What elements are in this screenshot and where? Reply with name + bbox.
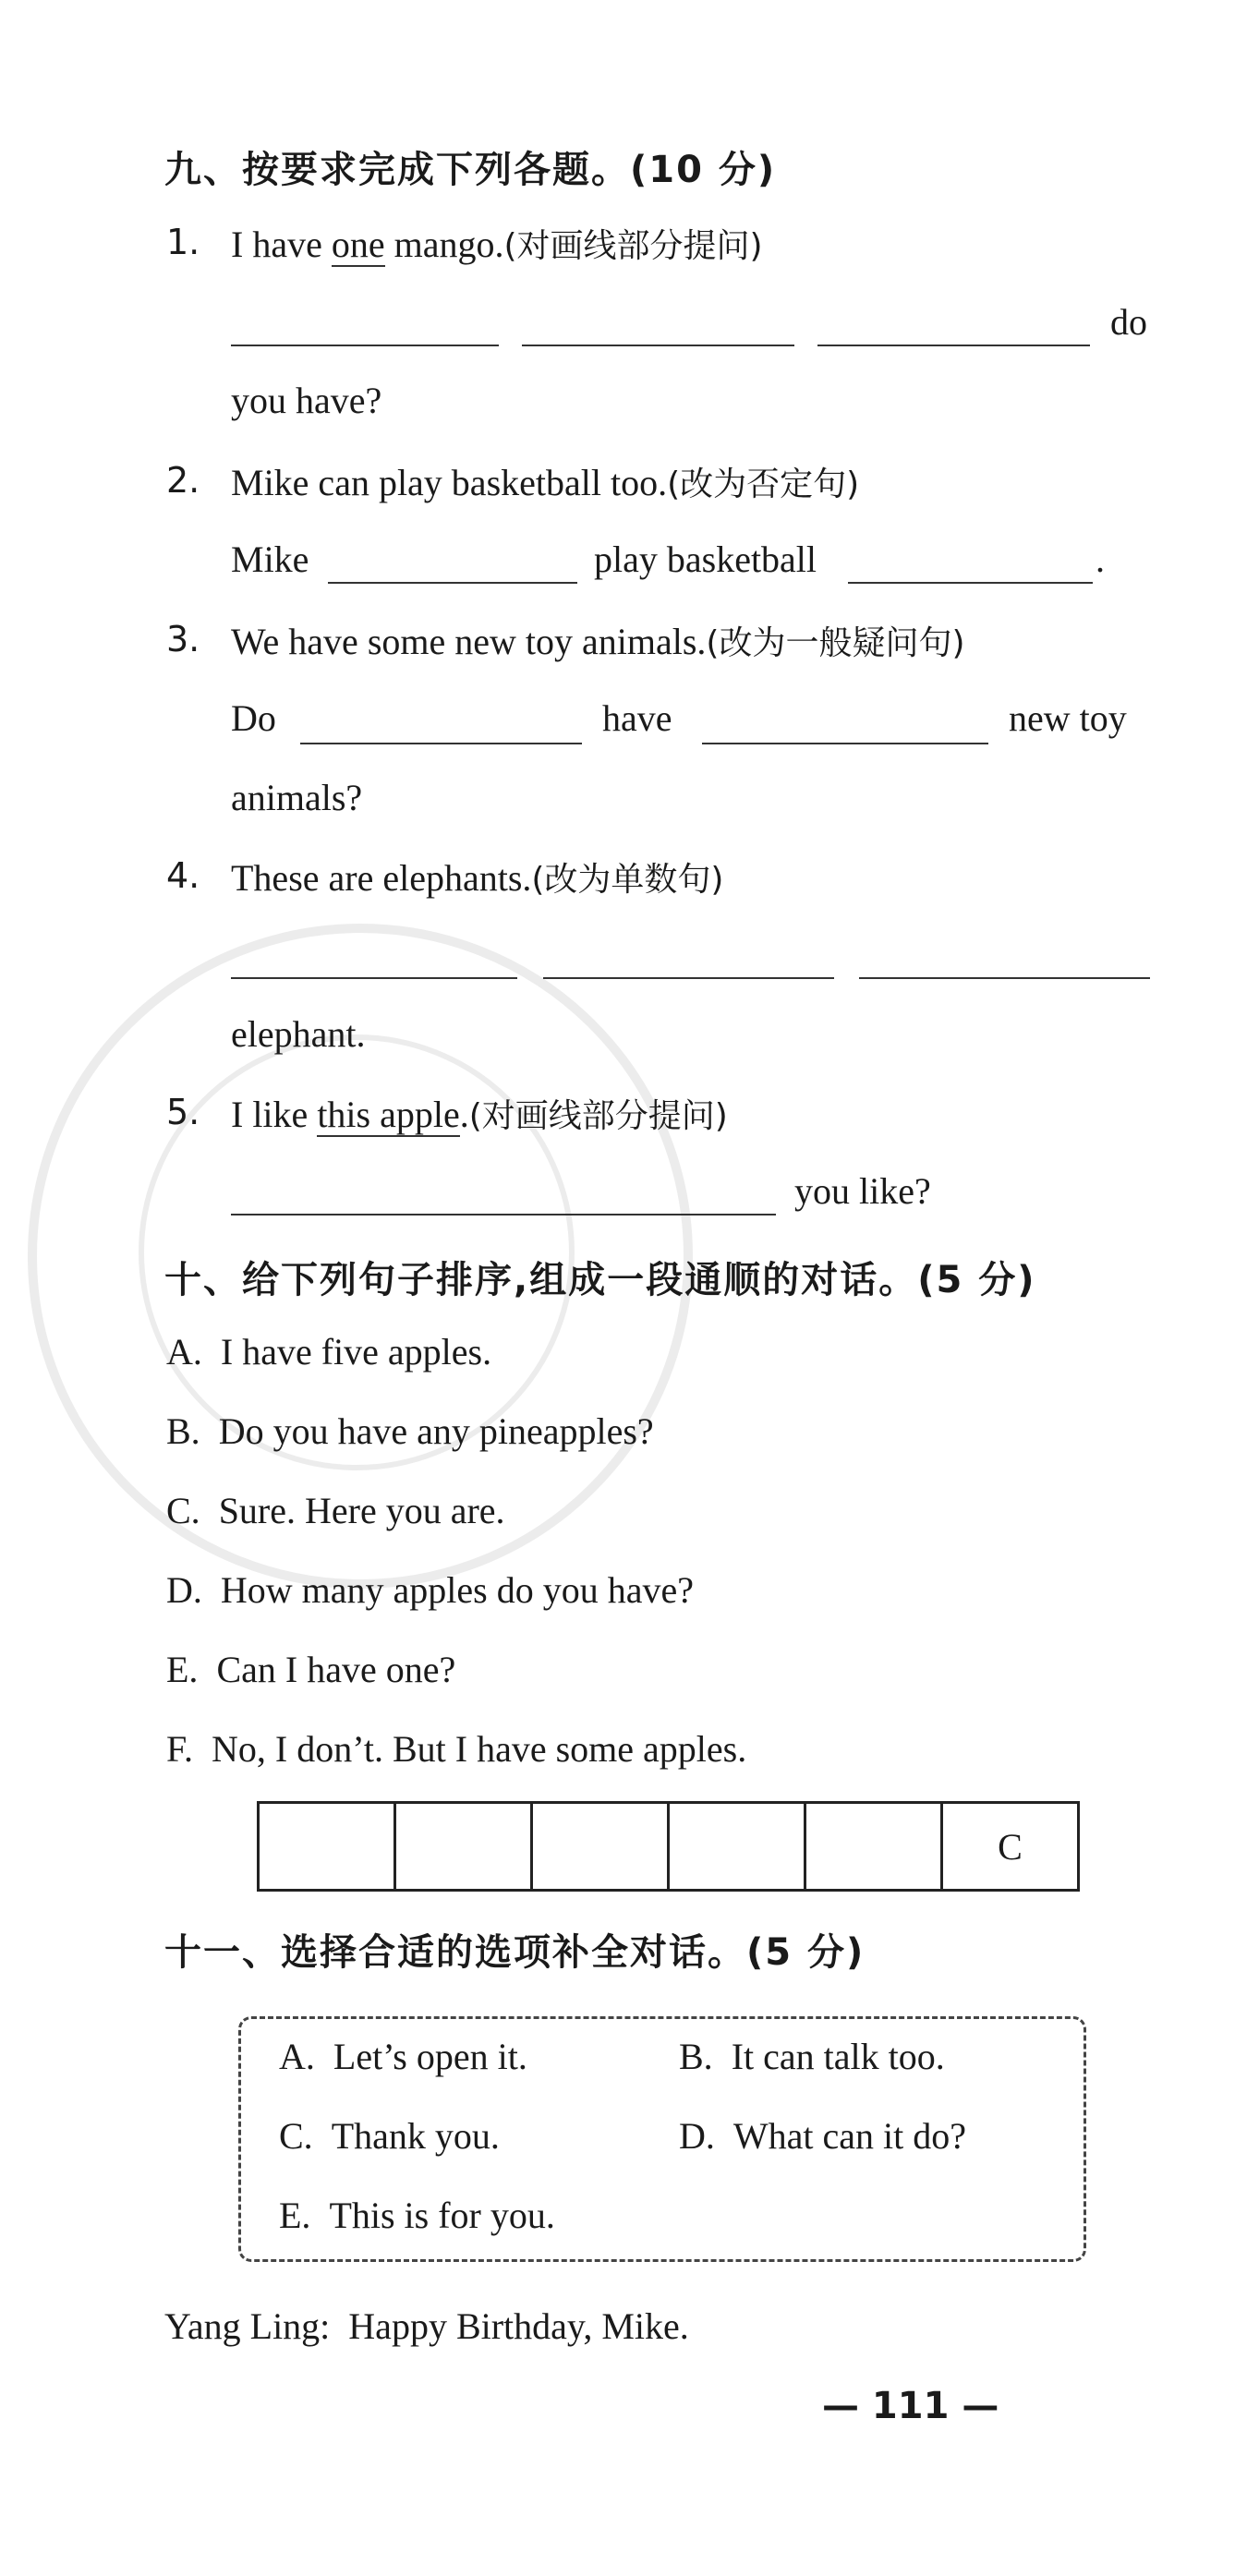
- answer-blank[interactable]: [328, 580, 577, 584]
- instruction: (改为单数句): [531, 861, 724, 899]
- choice-b: B. It can talk too.: [679, 2036, 945, 2077]
- order-box[interactable]: [395, 1803, 532, 1891]
- order-box[interactable]: C: [942, 1803, 1079, 1891]
- option-a: A. I have five apples.: [166, 1331, 492, 1373]
- choice-e: E. This is for you.: [279, 2195, 555, 2236]
- answer-blank[interactable]: [231, 1212, 776, 1215]
- answer-blank[interactable]: [848, 580, 1093, 584]
- instruction: (改为否定句): [667, 466, 860, 503]
- item-3-word-c: new toy: [1009, 697, 1127, 739]
- answer-blank[interactable]: [300, 741, 582, 744]
- dialogue-line: [164, 2304, 689, 2348]
- answer-blank[interactable]: [231, 343, 499, 346]
- option-c: C. Sure. Here you are.: [166, 1490, 505, 1531]
- option-d: D. How many apples do you have?: [166, 1569, 694, 1611]
- instruction: (改为一般疑问句): [706, 624, 965, 662]
- order-box[interactable]: [805, 1803, 942, 1891]
- answer-blank[interactable]: [859, 975, 1150, 979]
- item-3-word-b: have: [602, 697, 672, 739]
- answer-blank[interactable]: [817, 343, 1090, 346]
- item-2-word-b: play basketball: [594, 538, 817, 580]
- instruction: (对画线部分提问): [503, 227, 763, 265]
- item-3-word-a: Do: [231, 697, 276, 739]
- item-1-tail: do: [1110, 301, 1147, 343]
- underlined-word: one: [331, 224, 385, 265]
- section-11-heading: 十一、选择合适的选项补全对话。(5 分): [164, 1931, 866, 1974]
- item-3-continuation: animals?: [231, 777, 363, 818]
- answer-blank[interactable]: [231, 975, 517, 979]
- item-3-number: 3.: [166, 619, 200, 659]
- item-5-number: 5.: [166, 1092, 200, 1132]
- instruction: (对画线部分提问): [468, 1097, 728, 1135]
- order-box[interactable]: [532, 1803, 669, 1891]
- item-4-number: 4.: [166, 855, 200, 896]
- choice-c: C. Thank you.: [279, 2115, 500, 2157]
- item-2-period: .: [1096, 538, 1105, 580]
- item-4-sentence: These are elephants.(改为单数句): [231, 857, 724, 899]
- item-2-number: 2.: [166, 460, 200, 501]
- item-4-continuation: elephant.: [231, 1013, 366, 1055]
- order-box[interactable]: [669, 1803, 805, 1891]
- page-number: — 111 —: [822, 2385, 999, 2427]
- option-f: F. No, I don’t. But I have some apples.: [166, 1728, 747, 1770]
- section-10-heading: 十、给下列句子排序,组成一段通顺的对话。(5 分): [164, 1259, 1036, 1301]
- item-2-sentence: Mike can play basketball too.(改为否定句): [231, 462, 860, 503]
- item-1-number: 1.: [166, 222, 200, 262]
- option-e: E. Can I have one?: [166, 1649, 456, 1690]
- dialogue-text: Happy Birthday, Mike.: [348, 2305, 689, 2347]
- answer-blank[interactable]: [543, 975, 834, 979]
- item-3-sentence: We have some new toy animals.(改为一般疑问句): [231, 621, 965, 662]
- item-1-continuation: you have?: [231, 380, 382, 421]
- answer-blank[interactable]: [522, 343, 794, 346]
- speaker: Yang Ling:: [164, 2305, 331, 2347]
- answer-blank[interactable]: [702, 741, 988, 744]
- item-5-tail: you like?: [794, 1170, 931, 1212]
- choice-a: A. Let’s open it.: [279, 2036, 527, 2077]
- choice-d: D. What can it do?: [679, 2115, 966, 2157]
- order-box[interactable]: [259, 1803, 395, 1891]
- item-1-sentence: I have one mango.(对画线部分提问): [231, 224, 763, 265]
- order-answer-boxes: [257, 1801, 1080, 1892]
- item-2-word-a: Mike: [231, 538, 309, 580]
- option-b: B. Do you have any pineapples?: [166, 1410, 654, 1452]
- underlined-phrase: this apple: [317, 1094, 460, 1135]
- section-9-heading: 九、按要求完成下列各题。(10 分): [164, 149, 777, 191]
- item-5-sentence: I like this apple.(对画线部分提问): [231, 1094, 728, 1135]
